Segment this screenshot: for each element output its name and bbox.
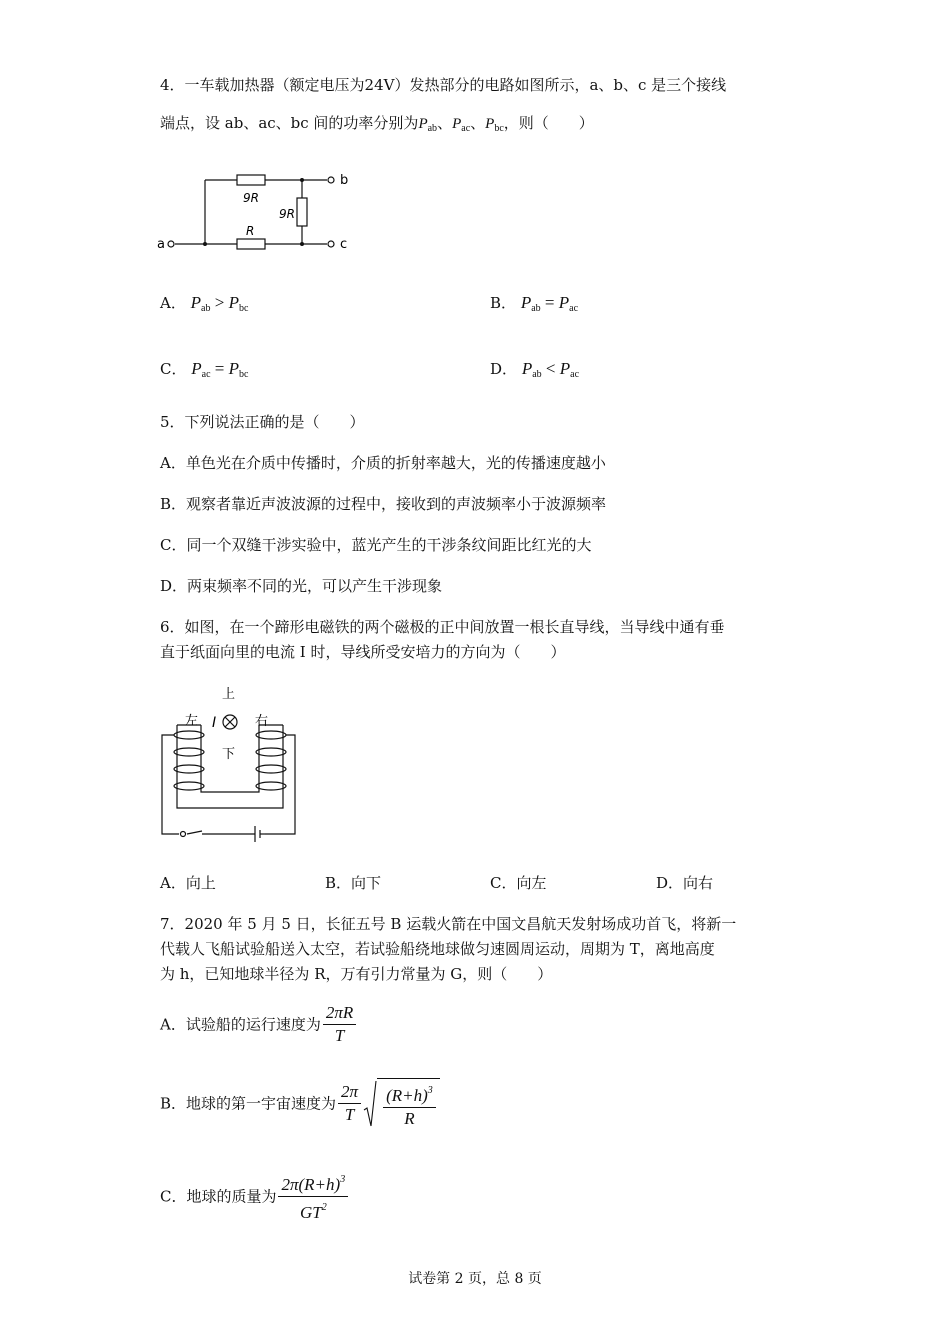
label-down: 下 (222, 747, 236, 762)
q4-option-a: A． $P_{ab} > P_{bc}$ (160, 293, 249, 314)
q4-line2-pre: 端点，设 ab、ac、bc 间的功率分别为 (160, 114, 419, 132)
q4-line2: 端点，设 ab、ac、bc 间的功率分别为$P_{ab}$、$P_{ac}$、$P_{bc}$，则（ ） (160, 114, 594, 134)
q7-c-fraction: $\frac{2\pi(R+h)^3}{GT^2}$ (278, 1170, 348, 1223)
q7-line2: 代载人飞船试验船送入太空，若试验船绕地球做匀速圆周运动，周期为 T，离地高度 (160, 940, 715, 958)
q4-circuit-diagram (155, 160, 365, 260)
q7-line1: 7．2020 年 5 月 5 日，长征五号 B 运载火箭在中国文昌航天发射场成功首飞，将新一 (160, 915, 737, 933)
label-right: 右 (255, 714, 269, 729)
resistor-top (237, 175, 265, 185)
resistor-bottom (237, 239, 265, 249)
q4-option-d-expr: $P_{ab} < P_{ac}$ (521, 359, 580, 380)
q7-option-c: C．地球的质量为 $\frac{2\pi(R+h)^3}{GT^2}$ (160, 1170, 350, 1223)
page-footer: 试卷第 2 页，总 8 页 (408, 1271, 542, 1287)
q4-option-c-expr: $P_{ac} = P_{bc}$ (191, 359, 249, 380)
q6-option-d: D．向右 (656, 874, 714, 892)
resistor-right (297, 198, 307, 226)
label-current: I (212, 715, 217, 731)
q6-option-b: B．向下 (325, 874, 382, 892)
terminal-b-label: b (340, 173, 349, 188)
q6-option-a: A．向上 (160, 874, 216, 892)
q6-electromagnet-diagram (155, 680, 305, 850)
q7-option-a: A．试验船的运行速度为 $\frac{2\pi R}{T}$ (160, 1003, 358, 1046)
q6-line1: 6．如图，在一个蹄形电磁铁的两个磁极的正中间放置一根长直导线，当导线中通有垂 (160, 618, 725, 636)
q5-stem: 5．下列说法正确的是（ ） (160, 413, 365, 431)
q6-line2: 直于纸面向里的电流 I 时，导线所受安培力的方向为（ ） (160, 643, 566, 661)
r-bottom-label: R (246, 224, 255, 238)
q7-line3: 为 h，已知地球半径为 R，万有引力常量为 G，则（ ） (160, 965, 553, 983)
label-left: 左 (185, 714, 199, 729)
q7-b-sqrt: $\frac{(R+h)^3}{R}$ (363, 1078, 440, 1129)
q7-a-fraction: $\frac{2\pi R}{T}$ (323, 1003, 356, 1046)
r-right-label: 9R (279, 207, 295, 221)
q6-option-c: C．向左 (490, 874, 547, 892)
q7-b-fraction: $\frac{2\pi}{T}$ (338, 1082, 361, 1125)
q5-option-d: D．两束频率不同的光，可以产生干涉现象 (160, 577, 443, 595)
q4-option-b: B． $P_{ab} = P_{ac}$ (490, 293, 579, 314)
q7-option-b: B．地球的第一宇宙速度为 $\frac{2\pi}{T}$ $\frac{(R+h)^3}{R}$ (160, 1078, 440, 1129)
q5-option-a: A．单色光在介质中传播时，介质的折射率越大，光的传播速度越小 (160, 454, 606, 472)
terminal-c-label: c (340, 237, 348, 252)
q5-option-c: C．同一个双缝干涉实验中，蓝光产生的干涉条纹间距比红光的大 (160, 536, 592, 554)
q5-option-b: B．观察者靠近声波波源的过程中，接收到的声波频率小于波源频率 (160, 495, 607, 513)
q4-option-c: C． $P_{ac} = P_{bc}$ (160, 359, 249, 380)
q4-line1: 4．一车载加热器（额定电压为24V）发热部分的电路如图所示，a、b、c 是三个接线 (160, 76, 727, 94)
q4-option-d: D． $P_{ab} < P_{ac}$ (490, 359, 580, 380)
r-top-label: 9R (243, 191, 259, 205)
q4-option-a-expr: $P_{ab} > P_{bc}$ (190, 293, 249, 314)
q4-option-b-expr: $P_{ab} = P_{ac}$ (520, 293, 579, 314)
q4-line2-post: ，则（ ） (503, 114, 594, 132)
label-up: 上 (222, 687, 236, 702)
terminal-a-label: a (157, 237, 165, 252)
